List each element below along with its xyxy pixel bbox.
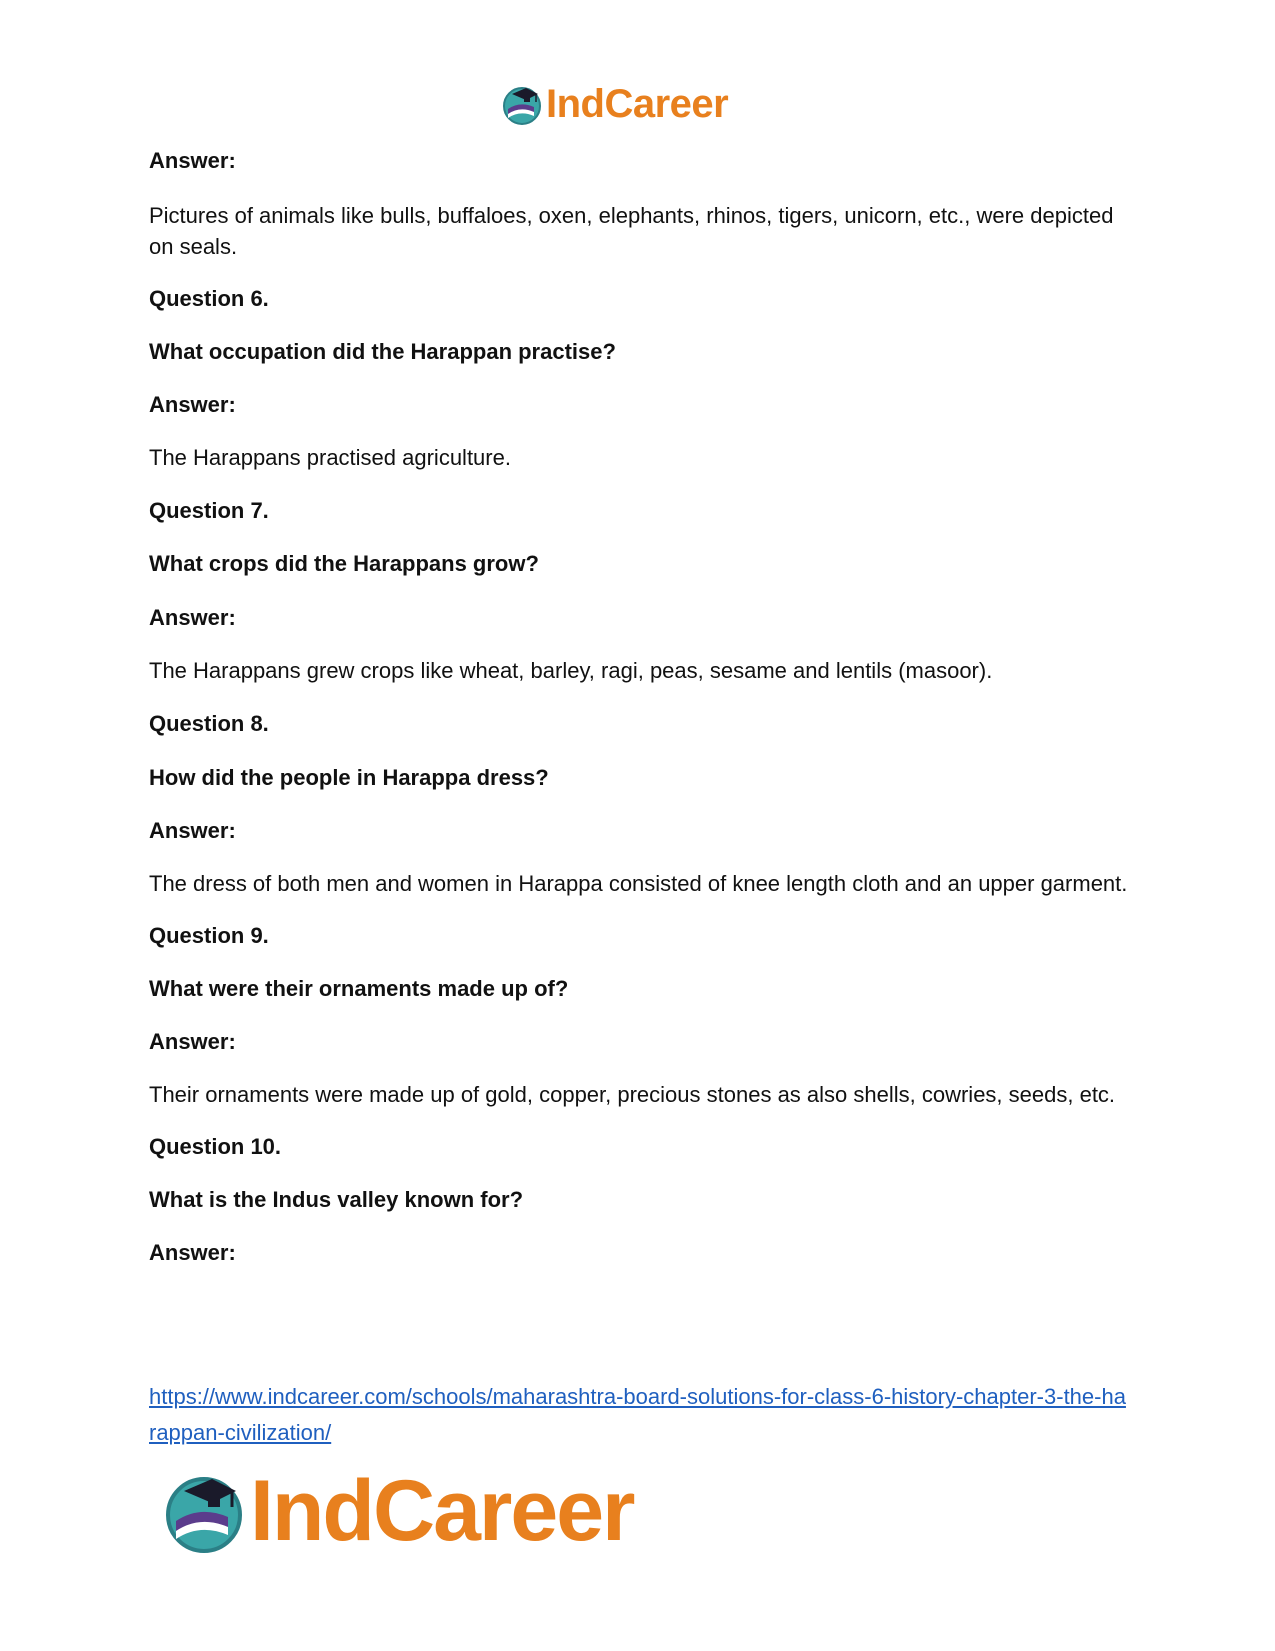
question-number: Question 8. (149, 711, 269, 736)
indcareer-logo-header (500, 80, 728, 128)
question-text: How did the people in Harappa dress? (149, 765, 549, 790)
answer-text: The Harappans practised agriculture. (149, 445, 511, 470)
answer-label: Answer: (149, 392, 236, 417)
answer-label: Answer: (149, 605, 236, 630)
question-number: Question 7. (149, 498, 269, 523)
answer-text: Pictures of animals like bulls, buffaloes, oxen, elephants, rhinos, tigers, unicorn, etc., were depicted on seals. (149, 203, 1114, 259)
graduation-cap-book-globe-icon (500, 82, 544, 126)
question-text: What crops did the Harappans grow? (149, 551, 539, 576)
graduation-cap-book-globe-icon (160, 1467, 248, 1555)
question-number: Question 9. (149, 923, 269, 948)
answer-label: Answer: (149, 1240, 236, 1265)
qa-content (149, 145, 1129, 1268)
answer-text: Their ornaments were made up of gold, copper, precious stones as also shells, cowries, seeds, etc. (149, 1082, 1116, 1107)
question-number: Question 10. (149, 1134, 282, 1159)
source-link[interactable]: https://www.indcareer.com/schools/maharashtra-board-solutions-for-class-6-history-chapter-3-the-harappan-civilization/ (149, 1384, 1126, 1445)
indcareer-logo-footer (160, 1463, 634, 1559)
answer-text: The Harappans grew crops like wheat, barley, ragi, peas, sesame and lentils (masoor). (149, 658, 993, 683)
logo-wordmark: IndCareer (546, 82, 729, 126)
question-text: What were their ornaments made up of? (149, 976, 569, 1001)
answer-label: Answer: (149, 1029, 236, 1054)
answer-label: Answer: (149, 818, 236, 843)
question-number: Question 6. (149, 286, 269, 311)
answer-label: Answer: (149, 148, 236, 173)
logo-wordmark: IndCareer (250, 1463, 634, 1559)
answer-text: The dress of both men and women in Harappa consisted of knee length cloth and an upper garment. (149, 871, 1128, 896)
question-text: What is the Indus valley known for? (149, 1187, 524, 1212)
question-text: What occupation did the Harappan practise? (149, 339, 616, 364)
